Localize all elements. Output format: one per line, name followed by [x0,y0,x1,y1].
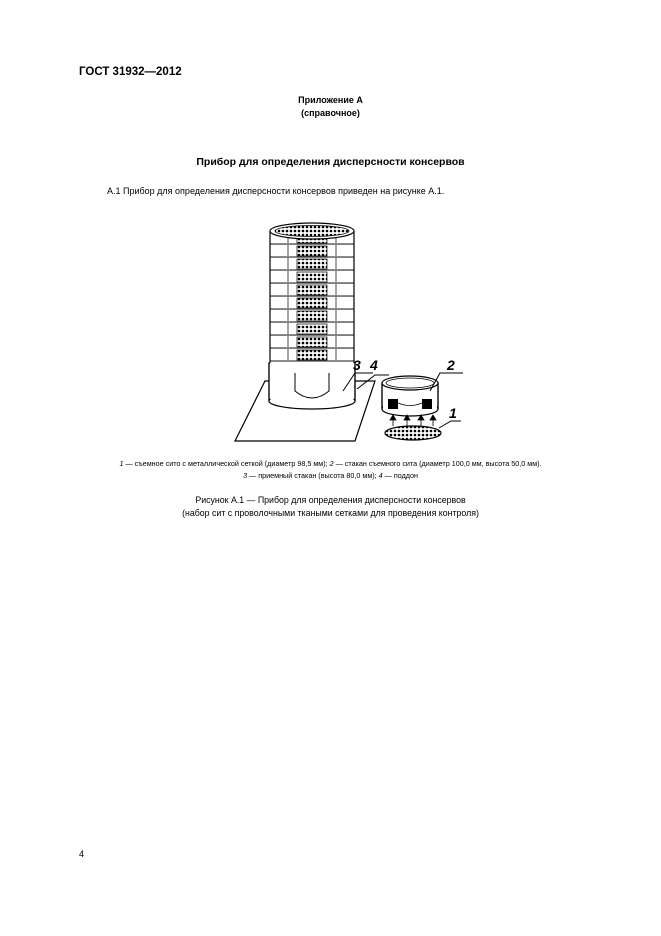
legend-num-3: 3 [243,471,248,480]
appendix-heading [0,94,661,120]
legend-num-2: 2 [329,459,334,468]
appendix-type: (справочное) [301,108,360,118]
sieve-mesh-window [297,272,327,282]
page-number: 4 [79,849,85,859]
legend-num-1: 1 [119,459,124,468]
paragraph-a1: А.1 Прибор для определения дисперсности консервов приведен на рисунке А.1. [107,186,445,196]
callout-1: 1 [449,405,457,421]
sieve-mesh-window [297,298,327,308]
sieve-mesh-window [297,350,327,360]
figure-caption-line1: Рисунок А.1 — Прибор для определения дисперсности консервов [195,495,466,505]
sieve-mesh-window [297,246,327,256]
sieve-apparatus-figure [225,213,470,451]
legend-num-4: 4 [378,471,383,480]
callout-2: 2 [447,357,455,373]
sieve-mesh-window [297,311,327,321]
callout-3: 3 [353,357,361,373]
mesh-sieve-drawing [385,426,441,440]
legend-text-2: — стакан съемного сита (диаметр 100,0 мм, высота 50,0 мм). [333,459,542,468]
standard-number: ГОСТ 31932—2012 [79,66,182,78]
figure-legend-line2 [0,470,661,482]
figure-caption-line2: (набор сит с проволочными ткаными сетками для проведения контроля) [182,508,479,518]
sieve-mesh-window [297,285,327,295]
figure-legend-line1 [0,458,661,470]
legend-text-3: — приемный стакан (высота 80,0 мм); [247,471,379,480]
sieve-stack-drawing [270,223,354,365]
assembly-arrows [390,415,436,426]
legend-text-1: — съемное сито с металлической сеткой (диаметр 98,5 мм); [123,459,330,468]
sieve-mesh-window [297,259,327,269]
sieve-mesh-window [297,337,327,347]
legend-text-4: — поддон [382,471,418,480]
receiving-cup-drawing [269,363,355,409]
figure-caption [0,494,661,520]
top-sieve-mesh [275,226,349,237]
section-title: Прибор для определения дисперсности консервов [196,156,465,168]
appendix-label: Приложение А [298,95,363,105]
sieve-cup-drawing [382,376,438,416]
sieve-mesh-window [297,324,327,334]
callout-4: 4 [370,357,378,373]
